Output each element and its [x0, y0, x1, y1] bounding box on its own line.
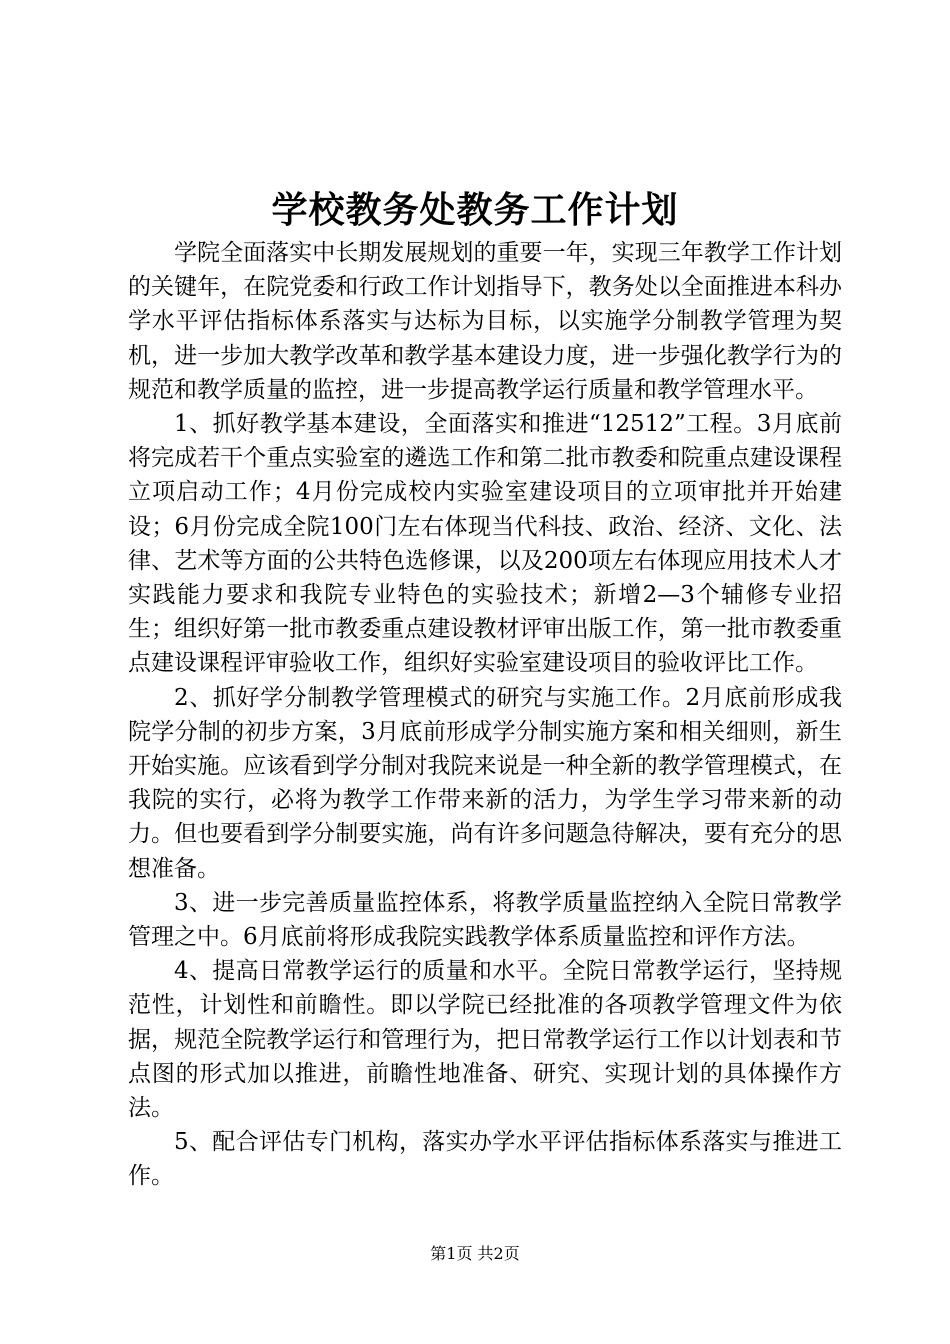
paragraph-item-5: 5、配合评估专门机构，落实办学水平评估指标体系落实与推进工作。 [128, 1129, 842, 1190]
page-footer: 第1页 共2页 [430, 1244, 520, 1263]
document-title: 学校教务处教务工作计划 [271, 189, 679, 231]
document-body [128, 236, 842, 1194]
paragraph-item-4: 4、提高日常教学运行的质量和水平。全院日常教学运行，坚持规范性，计划性和前瞻性。即以学院已经批准的各项教学管理文件为依据，规范全院教学运行和管理行为，把日常教学运行工作以计划表和节点图的形式加以推进，前瞻性地准备、研究、实现计划的具体操作方法。 [128, 958, 842, 1122]
paragraph-item-3: 3、进一步完善质量监控体系，将教学质量监控纳入全院日常教学管理之中。6月底前将形成我院实践教学体系质量监控和评作方法。 [128, 889, 842, 951]
intro-paragraph: 学院全面落实中长期发展规划的重要一年，实现三年教学工作计划的关键年，在院党委和行政工作计划指导下，教务处以全面推进本科办学水平评估指标体系落实与达标为目标，以实施学分制教学管理为契机，进一步加大教学改革和教学基本建设力度，进一步强化教学行为的规范和教学质量的监控，进一步提高教学运行质量和教学管理水平。 [128, 240, 842, 403]
paragraph-item-2: 2、抓好学分制教学管理模式的研究与实施工作。2月底前形成我院学分制的初步方案，3月底前形成学分制实施方案和相关细则，新生开始实施。应该看到学分制对我院来说是一种全新的教学管理模式，在我院的实行，必将为教学工作带来新的活力，为学生学习带来新的动力。但也要看到学分制要实施，尚有许多问题急待解决，要有充分的思想准备。 [128, 684, 842, 882]
paragraph-item-1: 1、抓好教学基本建设，全面落实和推进“12512”工程。3月底前将完成若干个重点实验室的遴选工作和第二批市教委和院重点建设课程立项启动工作；4月份完成校内实验室建设项目的立项审批并开始建设；6月份完成全院100门左右体现当代科技、政治、经济、文化、法律、艺术等方面的公共特色选修课，以及200项左右体现应用技术人才实践能力要求和我院专业特色的实验技术；新增2—3个辅修专业招生；组织好第一批市教委重点建设教材评审出版工作，第一批市教委重点建设课程评审验收工作，组织好实验室建设项目的验收评比工作。 [128, 411, 842, 677]
